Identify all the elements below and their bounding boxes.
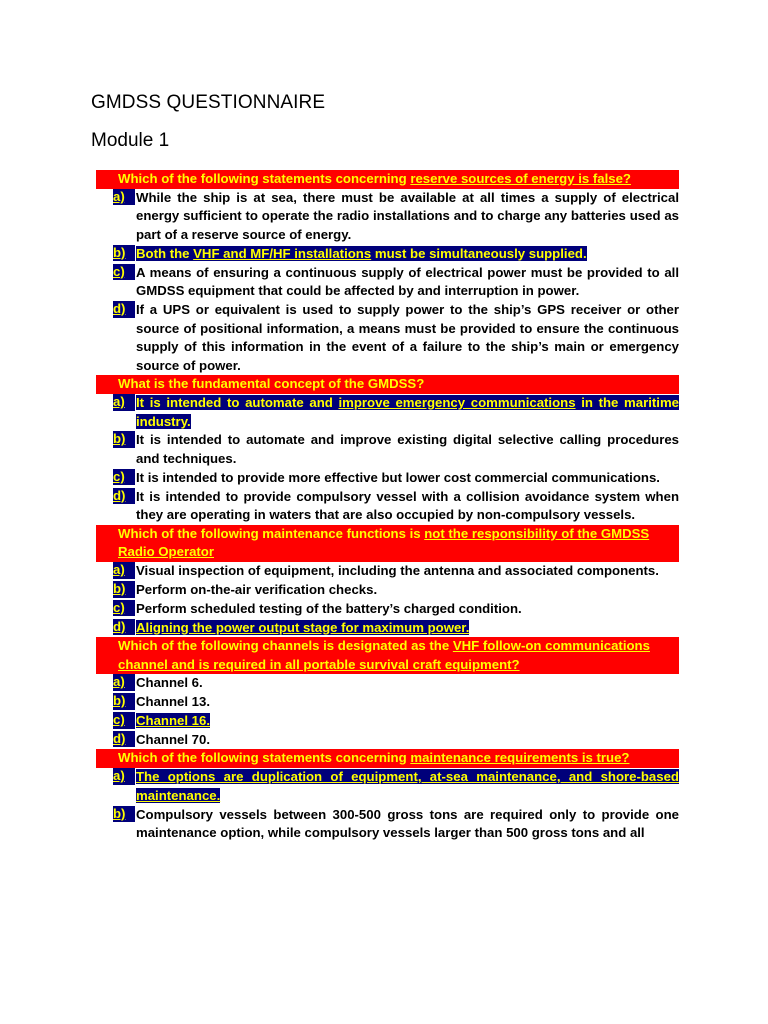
option-label: a) [113,394,135,411]
option-label: b) [113,581,135,598]
option-1d [96,301,679,375]
option-label: c) [113,264,135,281]
question-1 [96,170,679,189]
option-text-highlighted [136,246,587,261]
question-3 [96,525,679,562]
question-4 [96,637,679,674]
option-3d [96,619,679,638]
option-label: a) [113,674,135,691]
option-text-highlighted: The options are duplication of equipment, at-sea maintenance, and shore-based maintenance. [136,769,679,803]
question-underlined-text: reserve sources of energy is false? [410,171,631,186]
option-text: Channel 6. [136,675,203,691]
option-text: Visual inspection of equipment, including the antenna and associated components. [136,563,659,579]
option-5b [96,806,679,843]
option-4a [96,674,679,693]
option-5a [96,768,679,805]
document-title: GMDSS QUESTIONNAIRE [91,92,326,113]
option-label: d) [113,619,135,636]
option-1b [96,245,679,264]
option-text-part: must be simultaneously supplied. [371,245,587,261]
option-label: b) [113,806,135,823]
option-text: It is intended to automate and improve existing digital selective calling procedures and techniques. [136,432,679,467]
option-text-highlighted: Aligning the power output stage for maximum power. [136,619,470,635]
option-4c [96,712,679,731]
question-text: What is the fundamental concept of the GMDSS? [118,376,425,392]
question-underlined-text: not the responsibility of the GMDSS Radio Operator [118,525,650,560]
option-text: A means of ensuring a continuous supply of electrical power must be provided to all GMDSS equipment that could be affected by and interruption in power. [136,264,679,299]
option-2a [96,394,679,431]
question-5 [96,749,679,768]
module-heading: Module 1 [91,130,170,151]
option-text: Compulsory vessels between 300-500 gross tons are required only to provide one maintenance option, while compulsory vessels larger than 500 gross tons and all [136,806,679,841]
option-label: c) [113,469,135,486]
question-underlined-text: VHF follow-on communications channel and is required in all portable survival craft equipment? [118,638,650,672]
option-label: a) [113,189,135,206]
option-text: While the ship is at sea, there must be available at all times a supply of electrical energy sufficient to operate the radio installations and to charge any batteries used as part of a reserve source of energy. [136,189,679,242]
option-text-part: in the maritime industry. [136,395,680,429]
option-3b [96,581,679,600]
option-1a [96,189,679,245]
option-3a [96,562,679,581]
option-text: Channel 13. [136,694,211,710]
option-text: Channel 70. [136,731,211,747]
option-text: It is intended to provide compulsory vessel with a collision avoidance system when they are operating in waters that are also occupied by non-compulsory vessels. [136,488,679,523]
option-text-underlined: VHF and MF/HF installations [193,245,372,261]
option-label: a) [113,562,135,579]
option-label: d) [113,731,135,748]
option-text-underlined: improve emergency communications [338,395,576,411]
option-text-highlighted [136,395,679,429]
question-2 [96,375,679,394]
question-underlined-text: maintenance requirements is true? [410,750,630,766]
question-text: Which of the following statements concerning [118,171,411,186]
option-label: a) [113,768,135,785]
option-text: If a UPS or equivalent is used to supply power to the ship’s GPS receiver or other source of positional information, a means must be provided to ensure the continuous supply of this information in the event of a failure to the ship’s main or emergency source of power. [136,301,679,373]
option-2c [96,469,679,488]
option-label: b) [113,693,135,710]
option-label: c) [113,600,135,617]
option-2d [96,488,679,525]
question-text: Which of the following channels is designated as the [118,638,453,654]
option-1c [96,264,679,301]
option-text-part: It is intended to automate and [136,395,339,411]
option-label: b) [113,431,135,448]
option-text-part: Both the [136,245,194,261]
option-2b [96,431,679,468]
option-label: d) [113,301,135,318]
option-text: Perform scheduled testing of the battery’s charged condition. [136,600,522,616]
option-label: c) [113,712,135,729]
option-text-highlighted: Channel 16. [136,713,211,729]
question-text: Which of the following maintenance functions is [118,525,425,541]
option-4b [96,693,679,712]
option-3c [96,600,679,619]
option-label: b) [113,245,135,262]
option-label: d) [113,488,135,505]
option-4d [96,731,679,750]
question-text: Which of the following statements concerning [118,750,411,766]
option-text: It is intended to provide more effective but lower cost commercial communications. [136,469,660,485]
option-text: Perform on-the-air verification checks. [136,581,378,597]
questionnaire-body [96,170,679,843]
